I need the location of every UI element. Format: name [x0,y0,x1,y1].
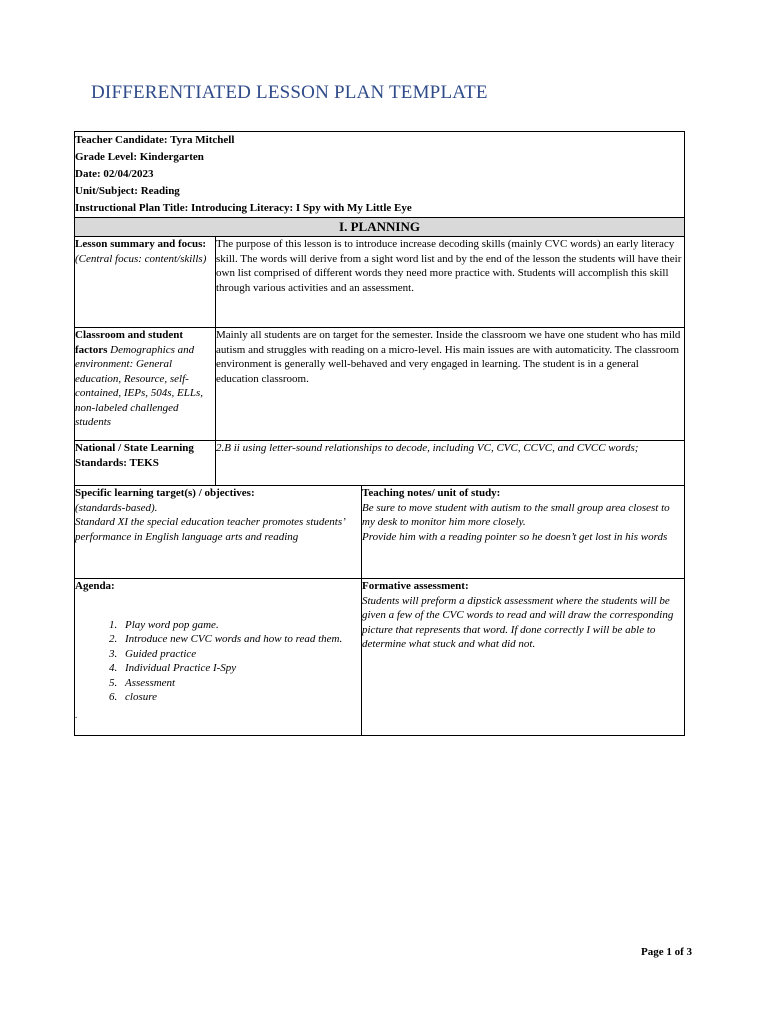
agenda-item: 3. Guided practice [120,647,361,662]
teacher-candidate: Teacher Candidate: Tyra Mitchell [75,134,235,146]
agenda-item: 2. Introduce new CVC words and how to read them. [120,632,361,647]
standards-label: National / State Learning Standards: TEKS [75,441,216,486]
agenda-list [75,618,361,705]
standards-text: 2.B ii using letter-sound relationships to decode, including VC, CVC, CCVC, and CVCC words; [216,441,685,486]
learning-targets-text: Standard XI the special education teacher promotes students’ performance in English language arts and reading [75,516,345,543]
grade-level: Grade Level: Kindergarten [75,151,204,163]
classroom-label: Classroom and student factors [75,329,183,356]
formative-assessment-cell [362,579,685,736]
learning-targets-sublabel: (standards-based). [75,501,158,514]
classroom-label-cell [75,328,216,441]
formative-assessment-text: Students will preform a dipstick assessment where the students will be given a few of the CVC words to read and will draw the corresponding picture that represents that word. If done correctly I will be able to determine what stuck and what did not. [362,594,674,650]
agenda-cell [75,579,362,736]
teaching-notes-label: Teaching notes/ unit of study: [362,487,501,499]
unit-subject: Unit/Subject: Reading [75,185,180,197]
lesson-plan-table [74,131,685,736]
standards-row [75,441,685,486]
teaching-notes-line-2: Provide him with a reading pointer so he doesn’t get lost in his words [362,530,668,543]
learning-targets-cell [75,486,362,579]
page-number: Page 1 of 3 [641,946,693,958]
agenda-item: 1. Play word pop game. [120,618,361,633]
agenda-row [75,579,685,736]
header-cell [75,132,685,218]
formative-assessment-label: Formative assessment: [362,580,469,592]
agenda-item: 6. closure [120,690,361,705]
section-heading-planning: I. PLANNING [75,218,685,237]
summary-row [75,237,685,328]
classroom-text: Mainly all students are on target for the semester. Inside the classroom we have one student who has mild autism and struggles with reading on a micro-level. His main issues are with automaticity. The classroom environment is generally well-behaved and very engaged in learning. The student is in a general education classroom. [216,328,685,441]
summary-text: The purpose of this lesson is to introduce increase decoding skills (mainly CVC words) an early literacy skill. The words will derive from a sight word list and by the end of the lesson the students will have their own list comprised of different words they need more practice with. Students will accomplish this skill through various activities and an assessment. [216,237,685,328]
learning-targets-label: Specific learning target(s) / objectives: [75,487,255,499]
summary-label: Lesson summary and focus: [75,238,207,250]
classroom-sublabel: Demographics and environment: General education, Resource, self-contained, IEPs, 504s, ELLs, non-labeled challenged students [75,343,204,428]
summary-sublabel: (Central focus: content/skills) [75,252,207,265]
section-row [75,218,685,237]
agenda-item: 4. Individual Practice I-Spy [120,661,361,676]
teaching-notes-cell [362,486,685,579]
teaching-notes-line-1: Be sure to move student with autism to the small group area closest to my desk to monitor him more closely. [362,501,670,528]
targets-row [75,486,685,579]
agenda-trailing-mark: . [75,709,78,720]
instructional-plan-title: Instructional Plan Title: Introducing Literacy: I Spy with My Little Eye [75,202,412,214]
classroom-row [75,328,685,441]
header-row [75,132,685,218]
document-title: DIFFERENTIATED LESSON PLAN TEMPLATE [91,82,488,103]
summary-label-cell [75,237,216,328]
agenda-item: 5. Assessment [120,676,361,691]
lesson-date: Date: 02/04/2023 [75,168,154,180]
agenda-label: Agenda: [75,580,115,592]
